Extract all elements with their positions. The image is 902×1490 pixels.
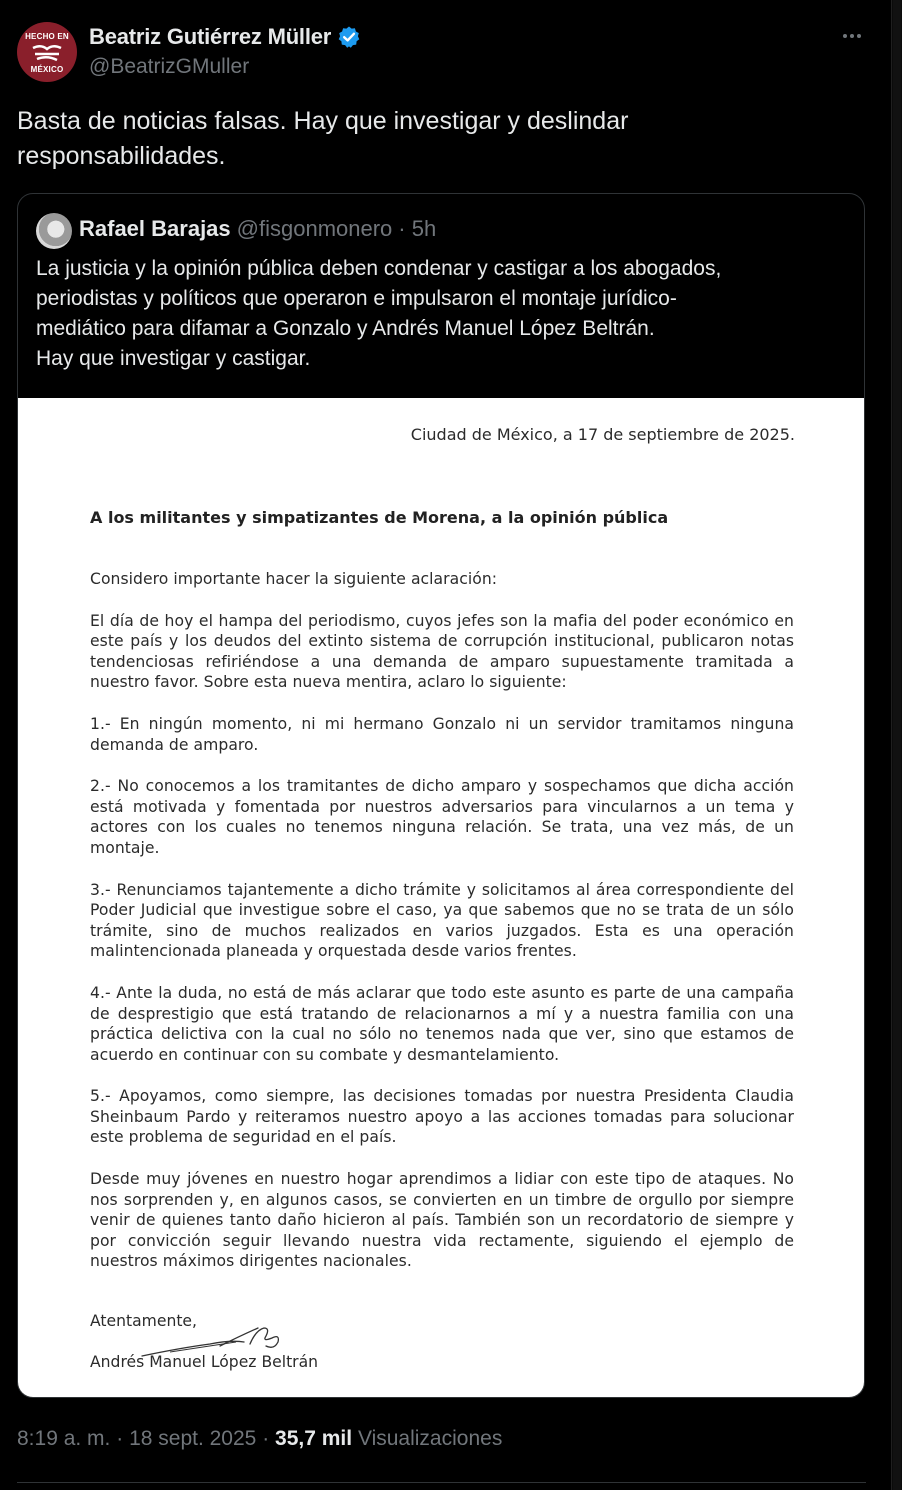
letter-body bbox=[90, 569, 794, 1293]
letter-paragraph: 2.- No conocemos a los tramitantes de dicho amparo y sospechamos que dicha acción está motivada y fomentada por nuestros adversarios para vincularnos a un tema y actores con los cuales no tenemos ninguna relación. Se trata, una vez más, de un montaje. bbox=[90, 777, 794, 857]
attached-letter-image[interactable] bbox=[18, 398, 865, 1398]
letter-paragraph: 4.- Ante la duda, no está de más aclarar que todo este asunto es parte de una campaña de desprestigio que está tratando de relacionarnos a mí y a nuestra familia con una práctica delictiva con la cual no sólo no tenemos nada que ver, sino que estamos de acuerdo en continuar con su combate y desmantelamiento. bbox=[90, 983, 794, 1064]
verified-badge-icon[interactable] bbox=[337, 25, 361, 49]
quoted-text-line: periodistas y políticos que operaron e impulsaron el montaje jurídico- bbox=[36, 287, 677, 310]
letter-date: Ciudad de México, a 17 de septiembre de 2025. bbox=[410, 425, 795, 444]
quoted-display-name: Rafael Barajas bbox=[79, 216, 231, 241]
scrollbar[interactable] bbox=[891, 0, 902, 1490]
scrollbar-thumb[interactable] bbox=[893, 0, 901, 1490]
more-dot bbox=[850, 34, 854, 38]
letter-paragraph: El día de hoy el hampa del periodismo, cuyos jefes son la mafia del poder económico en este país y los deudos del extinto sistema de corrupción institucional, publicaron notas tendenciosas refiriéndose a una demanda de amparo supuestamente tramitada a nuestro favor. Sobre esta nueva mentira, aclaro lo siguiente: bbox=[90, 611, 794, 692]
views-label: Visualizaciones bbox=[357, 1427, 503, 1450]
more-dot bbox=[843, 34, 847, 38]
letter-paragraph: Desde muy jóvenes en nuestro hogar aprendimos a lidiar con este tipo de ataques. No nos sorprenden y, en algunos casos, se convierten en un timbre de orgullo por siempre venir de quienes tanto daño hicieron al país. También son un recordatorio de siempre y por convicción seguir llevando nuestra vida rectamente, siguiendo el ejemplo de nuestros máximos dirigentes nacionales. bbox=[90, 1170, 794, 1271]
avatar-text-bottom: MÉXICO bbox=[30, 65, 64, 74]
letter-paragraph: Considero importante hacer la siguiente aclaración: bbox=[90, 570, 498, 588]
letter-paragraph: 1.- En ningún momento, ni mi hermano Gonzalo ni un servidor tramitamos ninguna demanda de amparo. bbox=[90, 714, 794, 754]
letter-closing: Atentamente, bbox=[90, 1312, 197, 1330]
letter-paragraph: 3.- Renunciamos tajantemente a dicho trámite y solicitamos al área correspondiente del Poder Judicial que investigue sobre el caso, ya que sabemos que no se trata de un sólo trámite, sino de muchos realizados en varios juzgados. Esta es una operación malintencionada planeada y orquestada desde varios frentes. bbox=[90, 880, 794, 961]
tweet-date[interactable]: 18 sept. 2025 bbox=[129, 1427, 257, 1450]
avatar-text-top: HECHO EN bbox=[25, 32, 69, 41]
author-handle[interactable]: @BeatrizGMuller bbox=[89, 55, 250, 78]
tweet-text: Basta de noticias falsas. Hay que investigar y deslindar responsabilidades. bbox=[17, 107, 629, 170]
quoted-handle: @fisgonmonero bbox=[236, 216, 393, 241]
more-options-icon[interactable] bbox=[838, 26, 866, 46]
author-display-name[interactable]: Beatriz Gutiérrez Müller bbox=[89, 24, 332, 49]
views-count: 35,7 mil bbox=[275, 1427, 353, 1450]
author-avatar[interactable] bbox=[17, 22, 77, 82]
meta-separator: · bbox=[262, 1427, 270, 1450]
letter-paragraph: 5.- Apoyamos, como siempre, las decisiones tomadas por nuestra Presidenta Claudia Sheinbaum Pardo y reiteramos nuestro apoyo a las acciones tomadas para solucionar este problema de seguridad en el país. bbox=[90, 1087, 794, 1147]
author-name-row bbox=[89, 24, 361, 50]
tweet-meta bbox=[17, 1427, 502, 1451]
letter-salutation: A los militantes y simpatizantes de Morena, a la opinión pública bbox=[90, 508, 669, 527]
quoted-header bbox=[79, 216, 436, 242]
meta-separator: · bbox=[116, 1427, 124, 1450]
quoted-time: · 5h bbox=[398, 216, 437, 241]
quoted-text-line: La justicia y la opinión pública deben condenar y castigar a los abogados, bbox=[36, 257, 722, 280]
quoted-author-avatar bbox=[36, 213, 72, 249]
tweet-time[interactable]: 8:19 a. m. bbox=[17, 1427, 111, 1450]
letter-signer: Andrés Manuel López Beltrán bbox=[90, 1353, 319, 1371]
quoted-tweet[interactable] bbox=[17, 193, 865, 1398]
quoted-text-line: mediático para difamar a Gonzalo y Andrés Manuel López Beltrán. bbox=[36, 317, 655, 340]
quoted-text bbox=[36, 254, 846, 374]
more-dot bbox=[857, 34, 861, 38]
avatar-emblem-icon bbox=[29, 42, 65, 64]
quoted-text-line: Hay que investigar y castigar. bbox=[36, 347, 311, 370]
divider bbox=[17, 1482, 866, 1483]
